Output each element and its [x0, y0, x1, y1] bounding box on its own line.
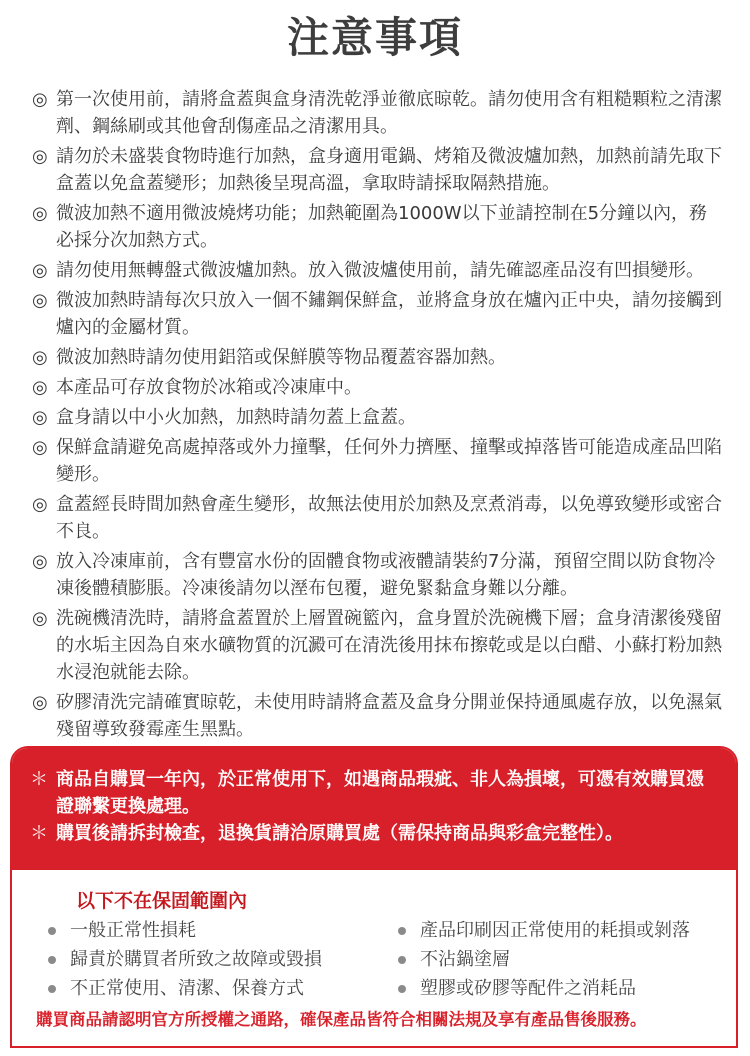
- exclusion-item: [398, 916, 690, 945]
- circle-mark-icon: ◎: [32, 494, 48, 515]
- note-text: 洗碗機清洗時，請將盒蓋置於上層置碗籃內，盒身置於洗碗機下層；盒身清潔後殘留的水垢主因為自來水礦物質的沉澱可在清洗後用抹布擦乾或是以白醋、小蘇打粉加熱水浸泡就能去除。: [56, 608, 722, 683]
- exclusions-title: 以下不在保固範圍內: [76, 890, 248, 912]
- exclusion-text: 塑膠或矽膠等配件之消耗品: [420, 978, 636, 999]
- circle-mark-icon: ◎: [32, 203, 48, 224]
- exclusion-text: 一般正常性損耗: [70, 920, 196, 941]
- bullet-dot-icon: [48, 927, 56, 935]
- exclusion-text: 不正常使用、清潔、保養方式: [70, 978, 304, 999]
- exclusions-right-list: [398, 916, 690, 1003]
- circle-mark-icon: ◎: [32, 692, 48, 713]
- note-item: [32, 689, 722, 743]
- note-item: [32, 287, 722, 341]
- note-item: [32, 143, 722, 197]
- exclusion-text: 產品印刷因正常使用的耗損或剝落: [420, 920, 690, 941]
- exclusion-item: [398, 945, 690, 974]
- circle-mark-icon: ◎: [32, 551, 48, 572]
- note-item: [32, 548, 722, 602]
- exclusion-text: 歸責於購買者所致之故障或毀損: [70, 949, 322, 970]
- warranty-line: [30, 766, 720, 820]
- authorized-channel-note: 購買商品請認明官方所授權之通路，確保產品皆符合相關法規及享有產品售後服務。: [36, 1010, 647, 1029]
- note-item: [32, 344, 722, 371]
- bullet-dot-icon: [398, 985, 406, 993]
- bullet-dot-icon: [398, 956, 406, 964]
- bullet-dot-icon: [48, 985, 56, 993]
- warranty-line: [30, 820, 720, 847]
- page-title: 注意事項: [286, 13, 463, 62]
- note-item: [32, 200, 722, 254]
- exclusion-item: [48, 916, 322, 945]
- note-text: 矽膠清洗完請確實晾乾，未使用時請將盒蓋及盒身分開並保持通風處存放，以免濕氣殘留導致發霉產生黑點。: [56, 692, 722, 740]
- note-text: 盒蓋經長時間加熱會產生變形，故無法使用於加熱及烹煮消毒，以免導致變形或密合不良。: [56, 494, 722, 542]
- exclusion-item: [48, 974, 322, 1003]
- note-item: [32, 434, 722, 488]
- note-text: 第一次使用前，請將盒蓋與盒身清洗乾淨並徹底晾乾。請勿使用含有粗糙顆粒之清潔劑、鋼絲刷或其他會刮傷產品之清潔用具。: [56, 89, 722, 137]
- note-text: 本產品可存放食物於冰箱或冷凍庫中。: [56, 377, 362, 398]
- asterisk-icon: ＊: [30, 769, 48, 790]
- circle-mark-icon: ◎: [32, 377, 48, 398]
- note-text: 微波加熱時請每次只放入一個不鏽鋼保鮮盒，並將盒身放在爐內正中央，請勿接觸到爐內的金屬材質。: [56, 290, 722, 338]
- circle-mark-icon: ◎: [32, 290, 48, 311]
- note-item: [32, 605, 722, 686]
- exclusion-item: [398, 974, 690, 1003]
- circle-mark-icon: ◎: [32, 260, 48, 281]
- circle-mark-icon: ◎: [32, 146, 48, 167]
- circle-mark-icon: ◎: [32, 608, 48, 629]
- note-text: 請勿使用無轉盤式微波爐加熱。放入微波爐使用前，請先確認產品沒有凹損變形。: [56, 260, 704, 281]
- exclusions-left-list: [48, 916, 322, 1003]
- note-text: 微波加熱不適用微波燒烤功能；加熱範圍為1000W以下並請控制在5分鐘以內，務必採分次加熱方式。: [56, 203, 708, 251]
- bullet-dot-icon: [48, 956, 56, 964]
- warranty-box: [10, 746, 738, 1048]
- exclusion-text: 不沾鍋塗層: [420, 949, 510, 970]
- warranty-header: [12, 748, 736, 870]
- warranty-text: 商品自購買一年內，於正常使用下，如遇商品瑕疵、非人為損壞，可憑有效購買憑證聯繫更換處理。: [56, 769, 704, 817]
- note-text: 微波加熱時請勿使用鋁箔或保鮮膜等物品覆蓋容器加熱。: [56, 347, 506, 368]
- note-text: 保鮮盒請避免高處掉落或外力撞擊，任何外力擠壓、撞擊或掉落皆可能造成產品凹陷變形。: [56, 437, 722, 485]
- circle-mark-icon: ◎: [32, 407, 48, 428]
- note-text: 盒身請以中小火加熱，加熱時請勿蓋上盒蓋。: [56, 407, 416, 428]
- note-item: [32, 86, 722, 140]
- note-text: 放入冷凍庫前，含有豐富水份的固體食物或液體請裝約7分滿，預留空間以防食物冷凍後體積膨脹。冷凍後請勿以溼布包覆，避免緊黏盒身難以分離。: [56, 551, 716, 599]
- note-text: 請勿於未盛裝食物時進行加熱，盒身適用電鍋、烤箱及微波爐加熱，加熱前請先取下盒蓋以免盒蓋變形；加熱後呈現高溫，拿取時請採取隔熱措施。: [56, 146, 722, 194]
- warranty-text: 購買後請拆封檢查，退換貨請洽原購買處（需保持商品與彩盒完整性）。: [56, 823, 623, 844]
- circle-mark-icon: ◎: [32, 437, 48, 458]
- note-item: [32, 491, 722, 545]
- asterisk-icon: ＊: [30, 823, 48, 844]
- notes-list: [32, 86, 722, 746]
- circle-mark-icon: ◎: [32, 89, 48, 110]
- exclusion-item: [48, 945, 322, 974]
- note-item: [32, 257, 722, 284]
- note-item: [32, 404, 722, 431]
- bullet-dot-icon: [398, 927, 406, 935]
- note-item: [32, 374, 722, 401]
- circle-mark-icon: ◎: [32, 347, 48, 368]
